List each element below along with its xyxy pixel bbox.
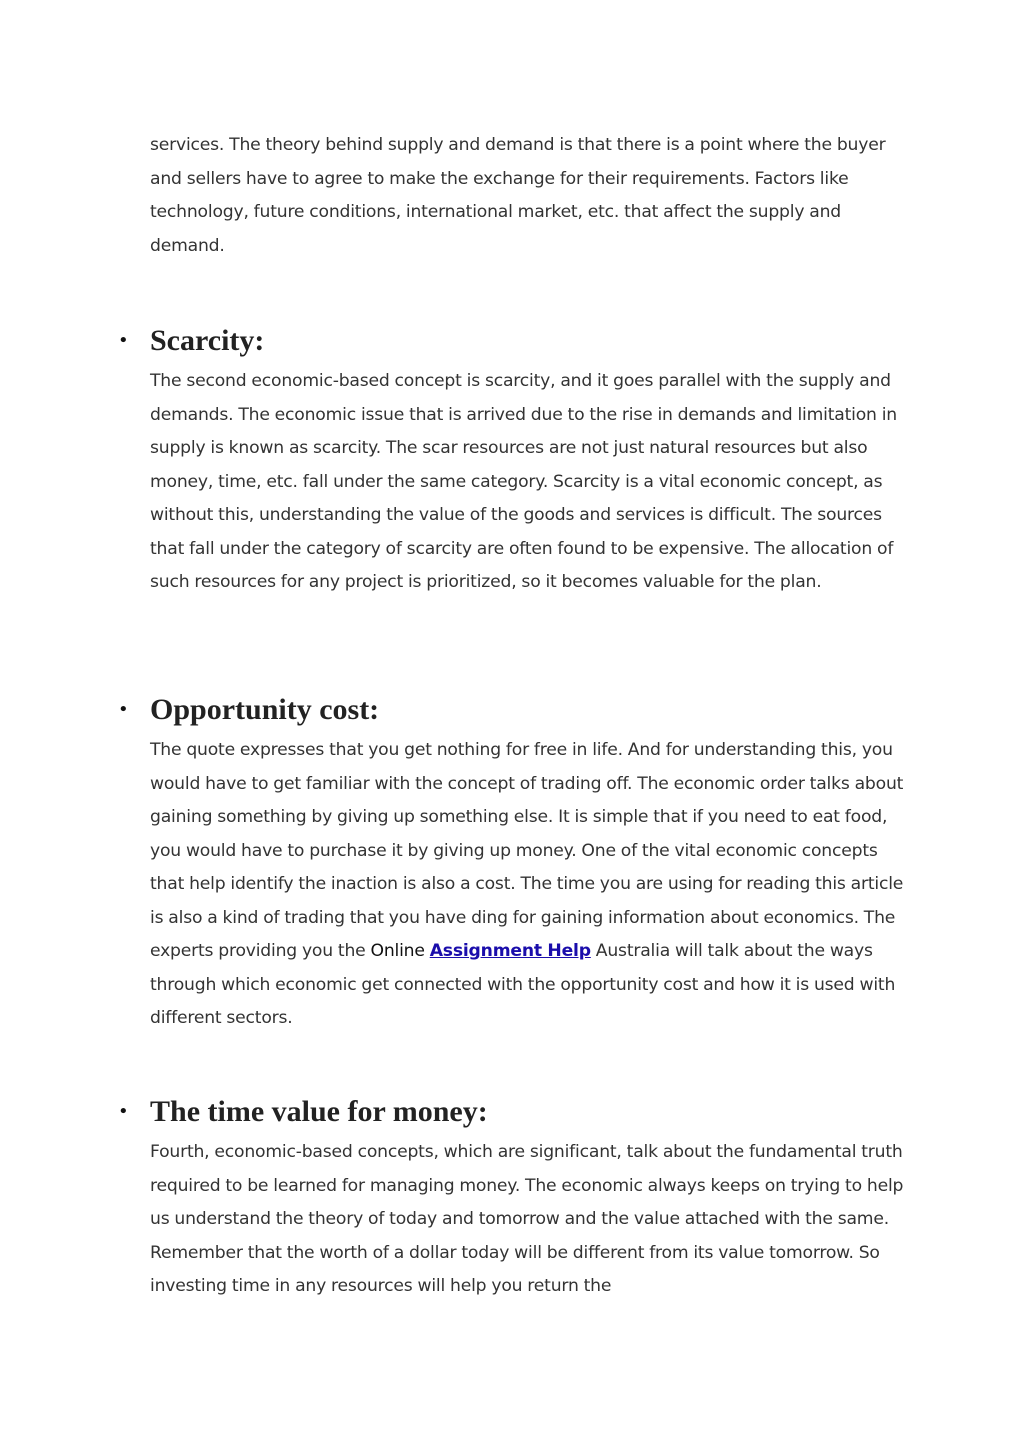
paragraph-text-before-link: The quote expresses that you get nothing for free in life. And for understanding this, you would have to get familiar with the concept of trading off. The economic order talks about gaining something by giving up something else. It is simple that if you need to eat food, you would have to purchase it by giving up money. One of the vital economic concepts that help identify the inaction is also a cost. The time you are using for reading this article is also a kind of trading that you have ding for gaining information about economics. The experts providing you the (150, 740, 904, 961)
section-opportunity-cost (112, 690, 912, 1036)
section-time-value-money (112, 1092, 912, 1304)
assignment-help-link[interactable]: Assignment Help (429, 941, 591, 961)
section-header (112, 321, 912, 361)
section-paragraph: The second economic-based concept is scarcity, and it goes parallel with the supply and demands. The economic issue that is arrived due to the rise in demands and limitation in supply is known as scarcity. The scar resources are not just natural resources but also money, time, etc. fall under the same category. Scarcity is a vital economic concept, as without this, understanding the value of the goods and services is difficult. The sources that fall under the category of scarcity are often found to be expensive. The allocation of such resources for any project is prioritized, so it becomes valuable for the plan. (150, 371, 897, 592)
bullet-icon: • (118, 699, 129, 720)
section-heading: The time value for money: (150, 1095, 488, 1128)
section-header (112, 1092, 912, 1132)
paragraph-text-after-link: Australia will talk about the ways through which economic get connected with the opportunity cost and how it is used with different sectors. (150, 941, 896, 1028)
section-scarcity (112, 321, 912, 600)
section-heading: Scarcity: (150, 324, 265, 357)
section-paragraph (150, 734, 910, 1036)
bullet-icon: • (118, 1101, 129, 1122)
bullet-icon: • (118, 330, 129, 351)
section-paragraph: Fourth, economic-based concepts, which are significant, talk about the fundamental truth required to be learned for managing money. The economic always keeps on trying to help us understand the theory of today and tomorrow and the value attached with the same. Remember that the worth of a dollar today will be different from its value tomorrow. So investing time in any resources will help you return the (150, 1142, 904, 1296)
link-prefix-text: Online (370, 941, 425, 961)
section-heading: Opportunity cost: (150, 693, 380, 726)
intro-paragraph: services. The theory behind supply and demand is that there is a point where the buyer and sellers have to agree to make the exchange for their requirements. Factors like technology, future conditions, international market, etc. that affect the supply and demand. (150, 135, 886, 256)
section-header (112, 690, 912, 730)
